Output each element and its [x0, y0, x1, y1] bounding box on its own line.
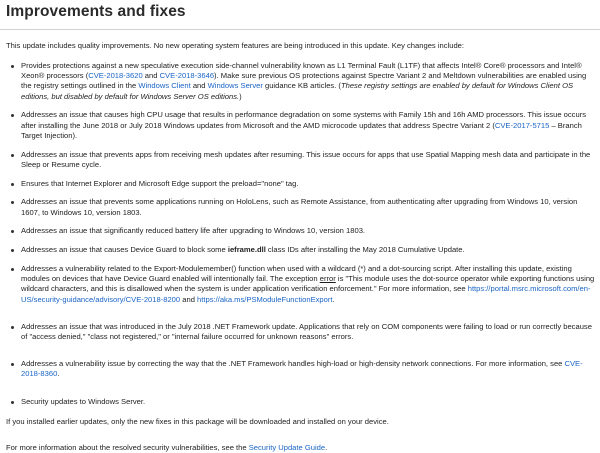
list-item-security-updates — [6, 397, 596, 407]
item-text: – Branch Target Injection). — [21, 120, 582, 140]
list-item-amd-cpu — [6, 110, 596, 141]
item-text: Provides protections against a new speculative execution side-channel vulnerability known as L1 Terminal Fault (L1TF) that affects Intel® Core® processors and Intel® Xeon® processors ( — [21, 61, 582, 81]
section-heading: Improvements and fixes — [6, 3, 186, 20]
item-text: Security updates to Windows Server. — [21, 396, 146, 406]
cve-2018-3620-link[interactable]: CVE-2018-3620 — [88, 71, 143, 81]
cve-2017-5715-link[interactable]: CVE-2017-5715 — [494, 120, 550, 130]
item-text: Addresses a vulnerability issue by correcting the way that the .NET Framework handles high-load or high-density network connections. For more information, see — [21, 359, 565, 369]
msrc-advisory-link[interactable]: https://portal.msrc.microsoft.com/en-US/security-guidance/advisory/CVE-2018-8200 — [21, 284, 591, 304]
error-word: error — [319, 274, 336, 284]
item-text: Ensures that Internet Explorer and Microsoft Edge support the preload="none" tag. — [21, 178, 299, 188]
cve-2018-3646-link[interactable]: CVE-2018-3646 — [159, 71, 215, 81]
psmodule-function-export-link[interactable]: https://aka.ms/PSModuleFunctionExport — [197, 294, 333, 304]
item-text: Addresses an issue that causes Device Guard to block some — [21, 245, 228, 255]
windows-client-link[interactable]: Windows Client — [138, 81, 191, 91]
list-item-preload-tag — [6, 179, 596, 189]
item-text: Addresses an issue that causes high CPU usage that results in performance degradation on some systems with Family 15h and 16h AMD processors. This issue occurs after installing the June 2018 or July 2018 Windows updates from Microsoft and the AMD microcode updates that address Spectre Variant 2 ( — [21, 110, 587, 130]
item-text: class IDs after installing the May 2018 Cumulative Update. — [265, 245, 465, 255]
list-item-device-guard — [6, 245, 596, 255]
item-text: is "This module uses the dot-source operator while exporting functions using wildcard characters, and this is disallowed when the system is under application verification enforcement." For more information, see — [21, 274, 595, 294]
item-text: Addresses a vulnerability related to the Export-Modulemember() function when used with a wildcard (*) and a dot-sourcing script. After installing this update, existing modules on devices that have Device Guard enabled will intentionally fail. The exception — [21, 264, 572, 284]
item-text: ) — [239, 91, 242, 101]
item-text: Addresses an issue that significantly reduced battery life after upgrading to Windows 10, version 1803. — [21, 226, 366, 236]
earlier-updates-paragraph: If you installed earlier updates, only the new fixes in this package will be downloaded and installed on your device. — [6, 416, 389, 426]
list-item-hololens — [6, 197, 596, 217]
list-item-mesh-updates — [6, 150, 596, 170]
security-update-guide-link[interactable]: Security Update Guide — [248, 442, 326, 452]
more-info-text: . — [325, 442, 328, 452]
item-text: and — [190, 81, 208, 91]
item-text: and — [180, 294, 198, 304]
item-text: and — [142, 71, 160, 81]
windows-server-link[interactable]: Windows Server — [207, 81, 263, 91]
key-changes-list — [6, 61, 596, 407]
list-item-net-com — [6, 322, 596, 342]
heading-divider — [0, 29, 600, 30]
item-text: . — [332, 294, 335, 304]
item-text: ). Make sure previous OS protections against Spectre Variant 2 and Meltdown vulnerabilities are enabled using the registry settings outlined in the — [21, 71, 587, 91]
more-info-paragraph — [6, 443, 596, 453]
more-info-text: For more information about the resolved security vulnerabilities, see the — [6, 442, 249, 452]
registry-note: These registry settings are enabled by default for Windows Client OS editions, but disabled by default for Windows Server OS editions. — [21, 81, 574, 101]
item-text: . — [57, 369, 60, 379]
list-item-net-network — [6, 359, 596, 379]
intro-paragraph: This update includes quality improvements. No new operating system features are being introduced in this update. Key changes include: — [6, 41, 464, 50]
list-item-l1tf — [6, 61, 596, 102]
item-text: Addresses an issue that prevents some applications running on HoloLens, such as Remote Assistance, from authenticating after upgrading from Windows 10, version 1607, to Windows 10, version 1803. — [21, 197, 578, 217]
list-item-battery-life — [6, 226, 596, 236]
list-item-export-modulemember — [6, 264, 596, 305]
item-text: guidance KB articles. ( — [262, 81, 341, 91]
item-text: Addresses an issue that prevents apps from receiving mesh updates after resuming. This issue occurs for apps that use Spatial Mapping mesh data and participate in the Sleep or Resume cycle. — [21, 149, 591, 169]
item-text: Addresses an issue that was introduced in the July 2018 .NET Framework update. Applications that rely on COM components were failing to load or run correctly because of "access denied," "class not registered," or "internal failure occurred for unknown reasons" errors. — [21, 321, 592, 342]
ieframe-dll: ieframe.dll — [227, 245, 266, 255]
cve-2018-8360-link[interactable]: CVE-2018-8360 — [21, 359, 583, 379]
